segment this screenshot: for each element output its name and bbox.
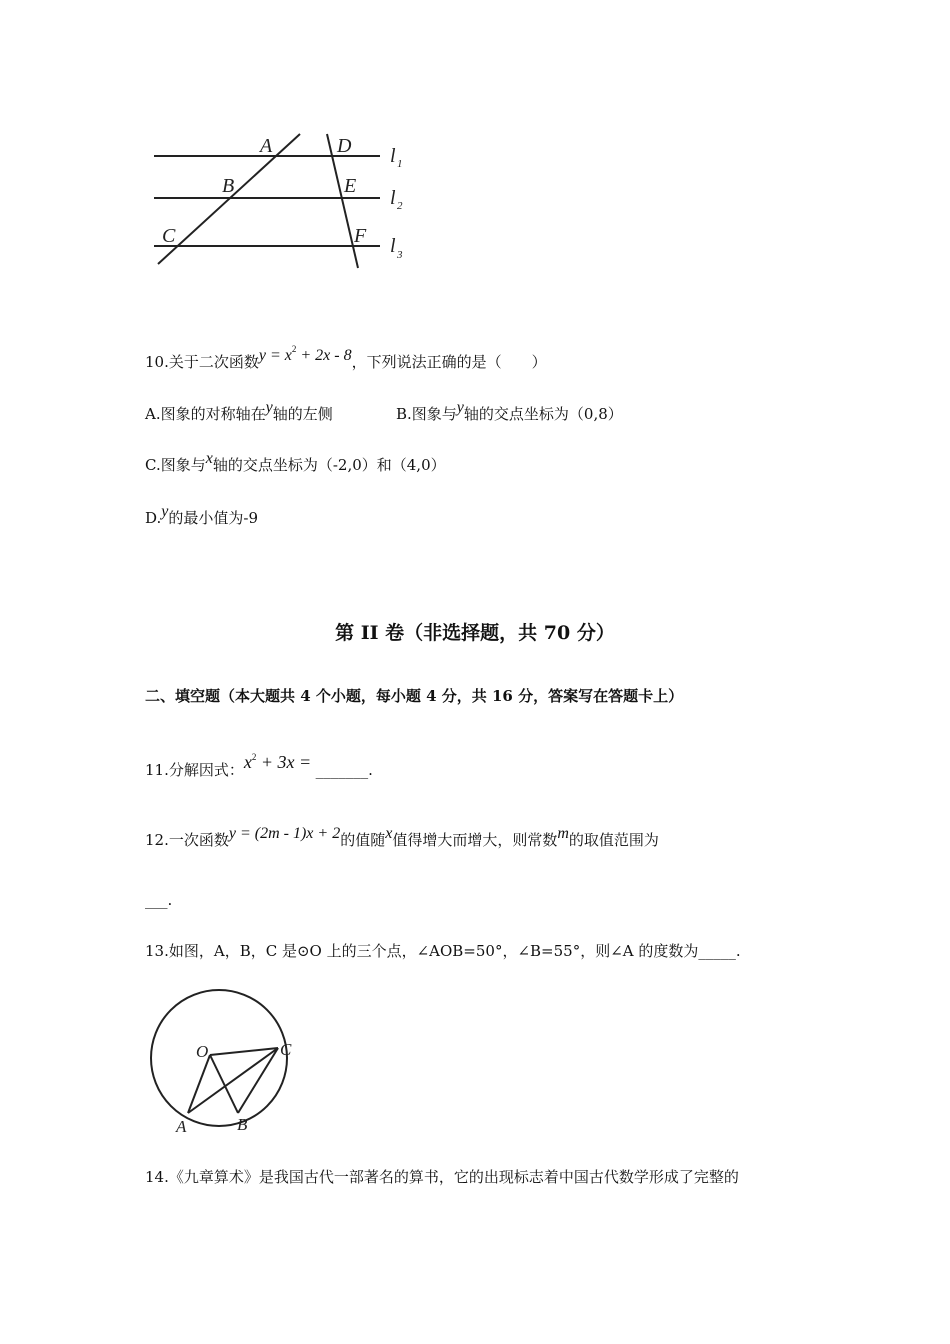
question-11: 11.分解因式：$x^2 + 3x$ = _______. [145, 752, 373, 779]
label-b: B [222, 175, 235, 197]
section-2-subtitle: 二、填空题（本大题共 4 个小题，每小题 4 分，共 16 分，答案写在答题卡上） [145, 687, 684, 705]
label-l1: l [390, 145, 396, 167]
label-d: D [337, 135, 352, 157]
label-l3: l [390, 235, 396, 257]
q10-option-a: A.图象的对称轴在y轴的左侧 [145, 399, 333, 423]
q11-answer-blank: _______. [315, 761, 373, 779]
label-l2-sub: 2 [397, 200, 403, 212]
label-e: E [344, 175, 357, 197]
label-b: B [237, 1115, 248, 1134]
q12-formula: y = (2m - 1)x + 2 [228, 825, 341, 842]
label-l1-sub: 1 [397, 158, 403, 170]
segment-oc [210, 1048, 278, 1055]
q10-suffix: ，下列说法正确的是（ ） [351, 353, 547, 371]
circle-o [151, 990, 287, 1126]
q10-option-d: D.y的最小值为-9 [145, 503, 258, 527]
label-o: O [196, 1042, 209, 1061]
q10-option-b: B.图象与y轴的交点坐标为（0,8） [396, 399, 623, 423]
circle-figure [140, 982, 300, 1136]
parallel-lines-figure [140, 128, 420, 280]
label-l2: l [390, 187, 396, 209]
q10-prefix: 10.关于二次函数 [145, 353, 259, 371]
label-a: A [176, 1117, 187, 1136]
q12-answer-blank: ___. [145, 891, 173, 909]
q10-option-c: C.图象与x轴的交点坐标为（-2,0）和（4,0） [145, 450, 446, 474]
segment-ob [210, 1055, 238, 1113]
question-10 [145, 346, 547, 373]
label-f: F [354, 225, 367, 247]
question-12: 12.一次函数y = (2m - 1)x + 2的值随x值得增大而增大，则常数m的取值范围为 [145, 825, 659, 849]
question-13: 13.如图，A，B，C 是⊙O 上的三个点，∠AOB=50°，∠B=55°，则∠A 的度数为_____. [145, 942, 741, 960]
label-a: A [260, 135, 273, 157]
label-c: C [280, 1040, 292, 1059]
label-l3-sub: 3 [397, 249, 403, 261]
label-c: C [162, 225, 176, 247]
section-2-title: 第 II 卷（非选择题，共 70 分） [335, 622, 615, 644]
q10-formula: $y = x^2 + 2x - 8$ [258, 344, 352, 364]
segment-bc [238, 1048, 278, 1113]
question-14: 14.《九章算术》是我国古代一部著名的算书，它的出现标志着中国古代数学形成了完整的 [145, 1168, 739, 1186]
